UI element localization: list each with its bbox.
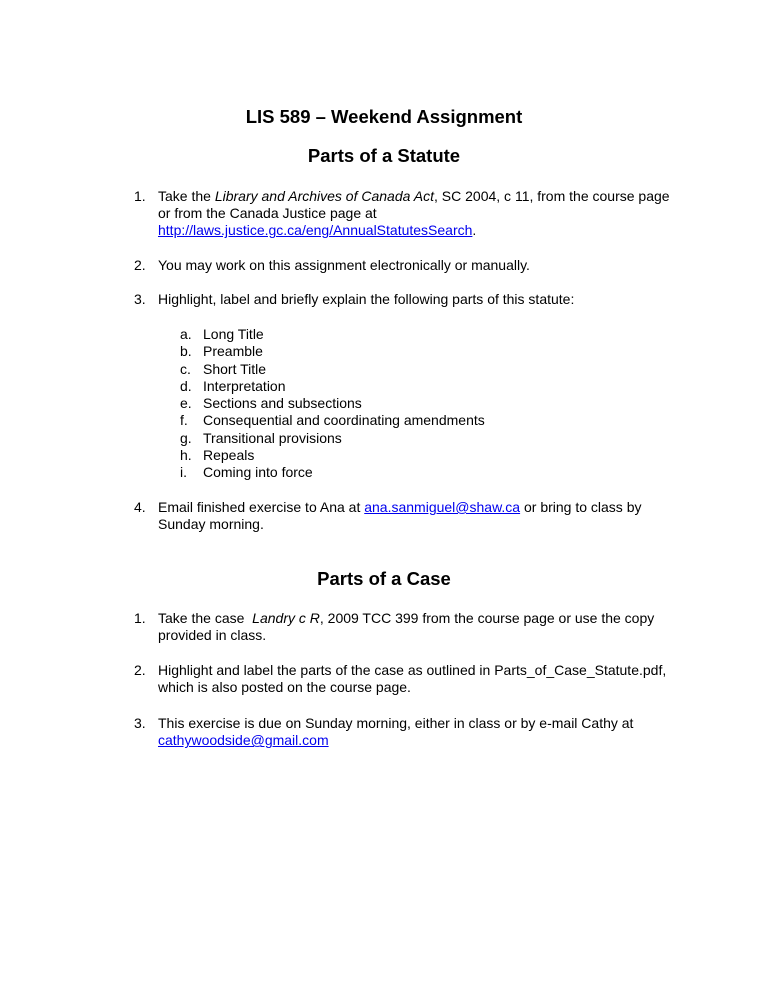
statute-item-3 [134,291,674,308]
statute-item-2 [134,257,674,274]
item-text: Take the Library and Archives of Canada Act, SC 2004, c 11, from the course page or from the Canada Justice page at http://laws.justice.gc.ca/eng/AnnualStatutesSearch. [158,188,670,239]
list-item: g. Transitional provisions [180,429,342,446]
ana-email-link[interactable]: ana.sanmiguel@shaw.ca [364,499,521,515]
item-number: 4. [134,499,146,515]
item-number: 1. [134,188,146,204]
list-item: e. Sections and subsections [180,395,362,412]
list-item: b. Preamble [180,343,263,360]
statute-item-4 [134,499,674,533]
list-item: h. Repeals [180,447,255,464]
item-number: 3. [134,291,146,307]
item-number: 2. [134,257,146,273]
document-title: LIS 589 – Weekend Assignment [245,106,523,127]
item-number: 2. [134,662,146,678]
case-item-2 [134,662,674,696]
item-number: 3. [134,715,146,731]
list-item: d. Interpretation [180,377,286,394]
statute-parts-list [180,326,600,482]
case-name: Landry c R [252,610,320,626]
item-text: Highlight and label the parts of the case as outlined in Parts_of_Case_Statute.pdf, which is also posted on the course page. [158,662,667,696]
item-text: Highlight, label and briefly explain the following parts of this statute: [158,291,575,307]
case-item-1 [134,610,674,644]
item-text: You may work on this assignment electronically or manually. [158,257,530,273]
justice-search-link[interactable]: http://laws.justice.gc.ca/eng/AnnualStatutesSearch [158,222,473,239]
case-heading: Parts of a Case [317,568,451,589]
list-item: f. Consequential and coordinating amendments [180,412,485,429]
cathy-email-link[interactable]: cathywoodside@gmail.com [158,732,329,749]
case-item-3 [134,715,674,749]
statute-item-1 [134,188,674,240]
item-text: This exercise is due on Sunday morning, either in class or by e-mail Cathy at cathywoodside@gmail.com [158,715,634,749]
list-item: i. Coming into force [180,464,313,481]
item-text: Email finished exercise to Ana at ana.sanmiguel@shaw.ca or bring to class by Sunday morning. [158,499,642,533]
item-text: Take the case Landry c R, 2009 TCC 399 from the course page or use the copy provided in class. [158,610,655,644]
act-title: Library and Archives of Canada Act [214,188,435,204]
list-item: a. Long Title [180,326,264,342]
list-item: c. Short Title [180,360,267,377]
statute-heading: Parts of a Statute [307,145,461,166]
item-number: 1. [134,610,146,626]
